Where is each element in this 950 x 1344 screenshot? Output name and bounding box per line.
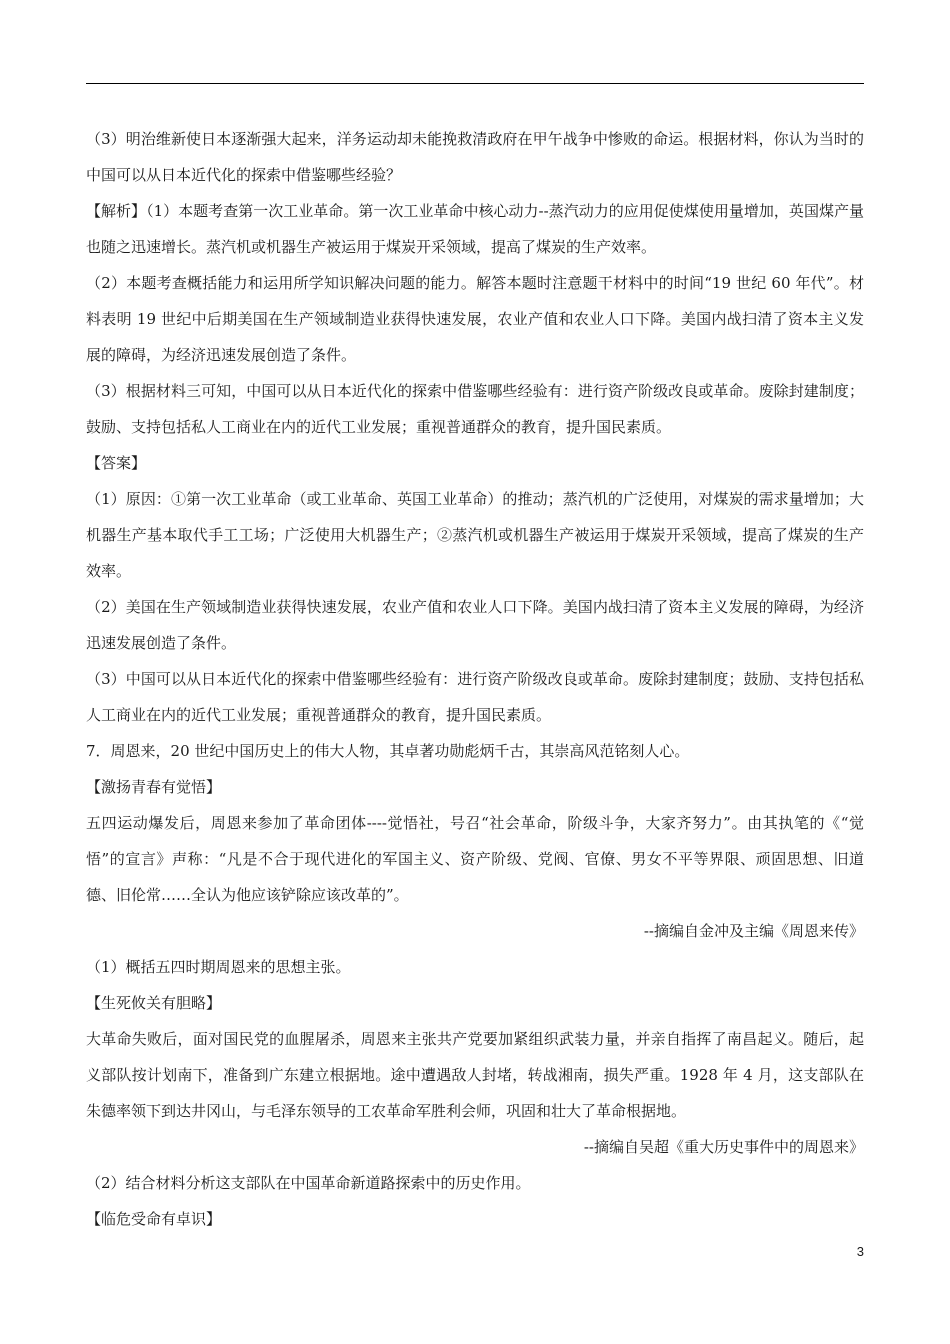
source-citation-2: --摘编自吴超《重大历史事件中的周恩来》 xyxy=(583,1138,864,1156)
answer-part-1: （1）原因：①第一次工业革命（或工业革命、英国工业革命）的推动；蒸汽机的广泛使用，对煤炭的需求量增加；大机器生产基本取代手工工场；广泛使用大机器生产；②蒸汽机或机器生产被运用于煤炭开采领域，提高了煤炭的生产效率。 xyxy=(86,490,864,580)
section-heading-crisis: 【临危受命有卓识】 xyxy=(86,1210,222,1228)
question-7-part-1: （1）概括五四时期周恩来的思想主张。 xyxy=(86,958,351,976)
answer-part-3: （3）中国可以从日本近代化的探索中借鉴哪些经验有：进行资产阶级改良或革命。废除封建制度；鼓励、支持包括私人工商业在内的近代工业发展；重视普通群众的教育，提升国民素质。 xyxy=(86,670,864,724)
document-body xyxy=(86,121,864,1237)
analysis-part-2: （2）本题考查概括能力和运用所学知识解决问题的能力。解答本题时注意题干材料中的时间“19 世纪 60 年代”。材料表明 19 世纪中后期美国在生产领域制造业获得快速发展，农业产值和农业人口下降。美国内战扫清了资本主义发展的障碍，为经济迅速发展创造了条件。 xyxy=(86,274,864,364)
section-heading-youth: 【激扬青春有觉悟】 xyxy=(86,778,222,796)
material-may-fourth: 五四运动爆发后，周恩来参加了革命团体----觉悟社，号召“社会革命，阶级斗争，大家齐努力”。由其执笔的《“觉悟”的宣言》声称：“凡是不合于现代进化的军国主义、资产阶级、党阀、官僚、男女不平等界限、顽固思想、旧道德、旧伦常……全认为他应该铲除应该改革的”。 xyxy=(86,814,864,904)
answer-part-2: （2）美国在生产领域制造业获得快速发展，农业产值和农业人口下降。美国内战扫清了资本主义发展的障碍，为经济迅速发展创造了条件。 xyxy=(86,598,864,652)
material-nanchang-uprising: 大革命失败后，面对国民党的血腥屠杀，周恩来主张共产党要加紧组织武装力量，并亲自指挥了南昌起义。随后，起义部队按计划南下，准备到广东建立根据地。途中遭遇敌人封堵，转战湘南，损失严重。1928 年 4 月，这支部队在朱德率领下到达井冈山，与毛泽东领导的工农革命军胜利会师，巩固和壮大了革命根据地。 xyxy=(86,1030,864,1120)
question-7-intro: 7．周恩来，20 世纪中国历史上的伟大人物，其卓著功勋彪炳千古，其崇高风范铭刻人心。 xyxy=(86,742,690,760)
source-citation-1: --摘编自金冲及主编《周恩来传》 xyxy=(643,922,864,940)
page-number: 3 xyxy=(856,1244,864,1259)
analysis-part-1: 【解析】（1）本题考查第一次工业革命。第一次工业革命中核心动力--蒸汽动力的应用促使煤使用量增加，英国煤产量也随之迅速增长。蒸汽机或机器生产被运用于煤炭开采领域，提高了煤炭的生产效率。 xyxy=(86,202,864,256)
answer-heading: 【答案】 xyxy=(86,454,147,472)
question-3-paragraph: （3）明治维新使日本逐渐强大起来，洋务运动却未能挽救清政府在甲午战争中惨败的命运。根据材料，你认为当时的中国可以从日本近代化的探索中借鉴哪些经验？ xyxy=(86,130,864,184)
header-rule xyxy=(86,83,864,84)
analysis-part-3: （3）根据材料三可知，中国可以从日本近代化的探索中借鉴哪些经验有：进行资产阶级改良或革命。废除封建制度；鼓励、支持包括私人工商业在内的近代工业发展；重视普通群众的教育，提升国民素质。 xyxy=(86,382,864,436)
question-7-part-2: （2）结合材料分析这支部队在中国革命新道路探索中的历史作用。 xyxy=(86,1174,531,1192)
section-heading-courage: 【生死攸关有胆略】 xyxy=(86,994,222,1012)
